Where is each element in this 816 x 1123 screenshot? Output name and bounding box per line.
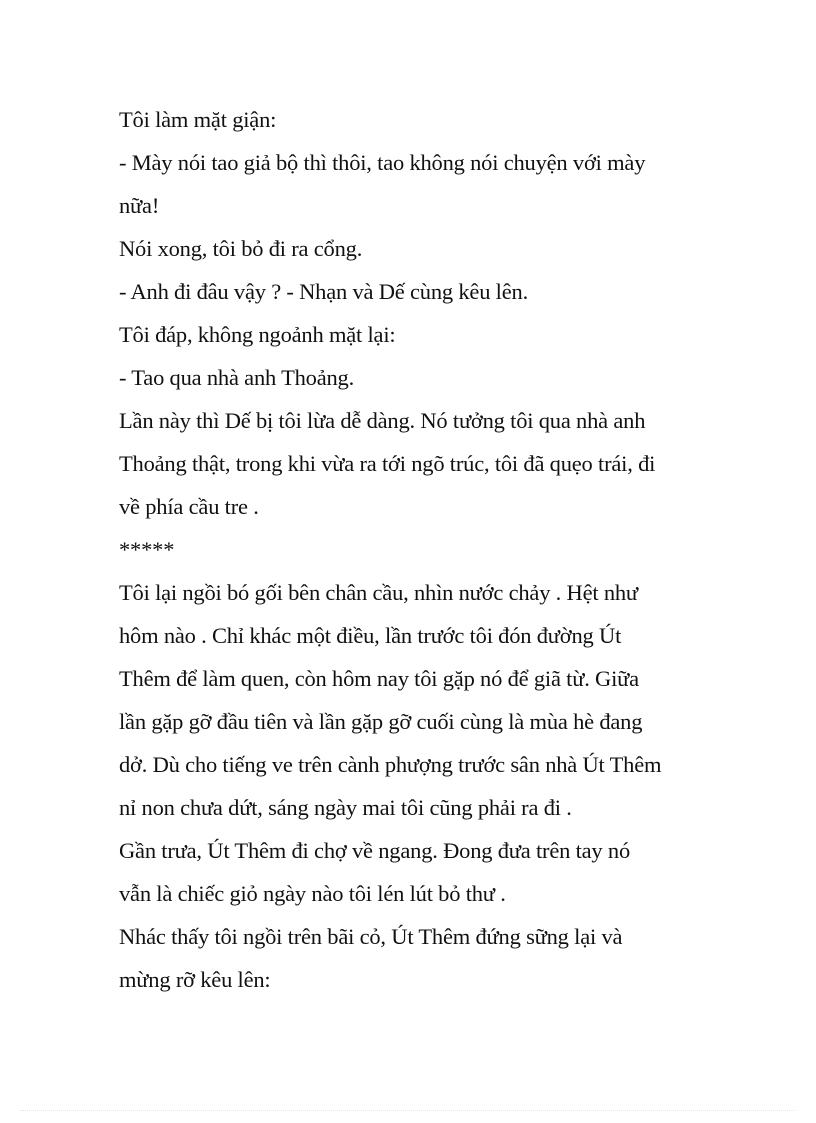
text-line: lần gặp gỡ đầu tiên và lần gặp gỡ cuối cùng là mùa hè đang [119, 709, 643, 734]
text-line: - Anh đi đâu vậy ? - Nhạn và Dế cùng kêu lên. [119, 279, 528, 304]
text-line: Gần trưa, Út Thêm đi chợ về ngang. Đong đưa trên tay nó [119, 838, 630, 863]
text-line: Nhác thấy tôi ngồi trên bãi cỏ, Út Thêm đứng sững lại và [119, 924, 623, 949]
page-bottom-divider [20, 1110, 796, 1111]
text-line: - Mày nói tao giả bộ thì thôi, tao không nói chuyện với mày [119, 150, 646, 175]
text-line: về phía cầu tre . [119, 494, 259, 519]
section-separator: ***** [119, 537, 175, 562]
text-line: nữa! [119, 193, 160, 218]
text-line: mừng rỡ kêu lên: [119, 967, 271, 992]
text-line: Tôi làm mặt giận: [119, 107, 277, 132]
text-line: Nói xong, tôi bỏ đi ra cổng. [119, 236, 363, 261]
text-line: hôm nào . Chỉ khác một điều, lần trước tôi đón đường Út [119, 623, 622, 648]
text-line: - Tao qua nhà anh Thoảng. [119, 365, 355, 390]
text-line: dở. Dù cho tiếng ve trên cành phượng trước sân nhà Út Thêm [119, 752, 662, 777]
text-line: Tôi đáp, không ngoảnh mặt lại: [119, 322, 396, 347]
text-line: Tôi lại ngồi bó gối bên chân cầu, nhìn nước chảy . Hệt như [119, 580, 638, 605]
text-line: Lần này thì Dế bị tôi lừa dễ dàng. Nó tưởng tôi qua nhà anh [119, 408, 646, 433]
text-line: Thêm để làm quen, còn hôm nay tôi gặp nó để giã từ. Giữa [119, 666, 639, 691]
body-text [119, 98, 719, 1001]
text-line: Thoảng thật, trong khi vừa ra tới ngõ trúc, tôi đã quẹo trái, đi [119, 451, 656, 476]
text-line: vẫn là chiếc giỏ ngày nào tôi lén lút bỏ thư . [119, 881, 506, 906]
text-line: nỉ non chưa dứt, sáng ngày mai tôi cũng phải ra đi . [119, 795, 572, 820]
